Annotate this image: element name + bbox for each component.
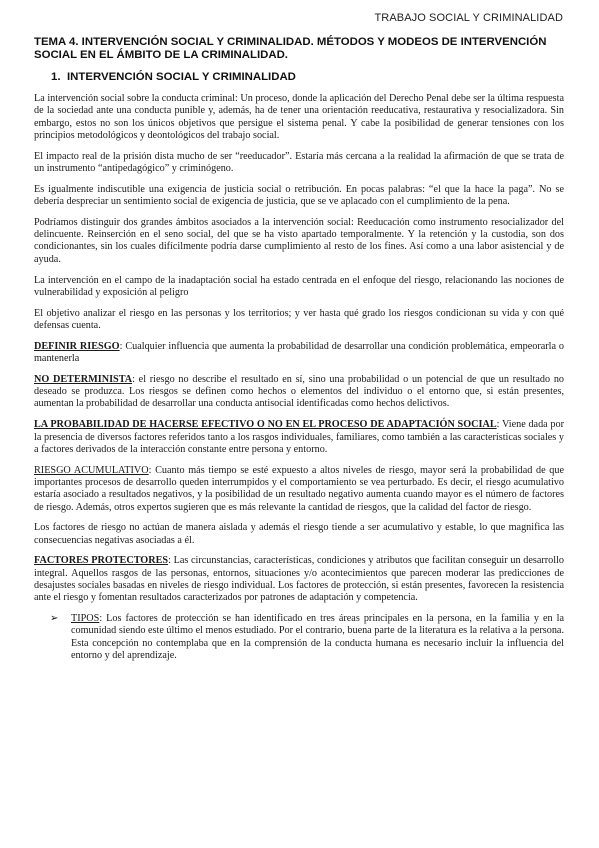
paragraph-no-determinista — [34, 374, 564, 411]
paragraph-probabilidad — [34, 419, 564, 456]
paragraph-ambitos: Podríamos distinguir dos grandes ámbitos asociados a la intervención social: Reeducación como instrumento resocializador del delincuente. Reinserción en el seno social, del que se ha visto apartado temporalmente. Y la retención y la custodia, son dos condicionantes, sin los cuales difícilmente podría darse cumplimiento al resto de los fines. Así como a una labor asistencial y de ayuda. — [34, 216, 564, 265]
paragraph-riesgo-acumulativo — [34, 465, 564, 514]
term-probabilidad: LA PROBABILIDAD DE HACERSE EFECTIVO O NO EN EL PROCESO DE ADAPTACIÓN SOCIAL — [34, 419, 497, 431]
definition-text: : Cualquier influencia que aumenta la probabilidad de desarrollar una condición problemática, empeorarla o mantenerla — [34, 340, 564, 365]
bullet-tipos — [50, 613, 564, 662]
paragraph-enfoque-riesgo: La intervención en el campo de la inadaptación social ha estado centrada en el enfoque del riesgo, relacionando las nociones de vulnerabilidad y exposición al peligro — [34, 274, 564, 298]
bullet-text — [71, 613, 564, 662]
chapter-title: TEMA 4. INTERVENCIÓN SOCIAL Y CRIMINALIDAD. MÉTODOS Y MODEOS DE INTERVENCIÓN SOCIAL EN EL ÁMBITO DE LA CRIMINALIDAD. — [34, 36, 547, 61]
page-content — [34, 36, 564, 662]
paragraph-factores-aislados: Los factores de riesgo no actúan de manera aislada y además el riesgo tiende a ser acumulativo y estable, lo que magnifica las consecuencias negativas asociadas a él. — [34, 522, 564, 546]
paragraph-justicia-social: Es igualmente indiscutible una exigencia de justicia social o retribución. En pocas palabras: “el que la hace la paga”. No se debería despreciar un sentimiento social de exigencia de justicia, que se ve aplacado con el cumplimiento de la pena. — [34, 183, 564, 208]
arrow-bullet-icon: ➢ — [50, 613, 59, 625]
term-riesgo-acumulativo: RIESGO ACUMULATIVO — [34, 464, 149, 476]
definition-text: : el riesgo no describe el resultado en sí, sino una probabilidad o un potencial de que un resultado no deseado se produzca. Los riesgos se definen como hechos o elementos del individuo o el entorno que, si están presentes, aumentan la probabilidad de desarrollar una conducta antisocial identificadas como hechos delictivos. — [34, 373, 565, 410]
term-definir-riesgo: DEFINIR RIESGO — [34, 340, 120, 352]
definition-text: : Cuanto más tiempo se esté expuesto a altos niveles de riesgo, mayor será la probabilidad de que importantes procesos de desarrollo queden interrumpidos y el comportamiento se vea perturbado. Es decir, el riesgo acumulativo estaría asociado a resultados negativos, y la posibilidad de un resultado negativo aumenta cuando mayor es el número de factores de riesgo. Además, otros expertos sugieren que es más relevante la cantidad de riesgos, que la calidad del factor de riesgo. — [34, 464, 564, 513]
paragraph-impacto-prision: El impacto real de la prisión dista mucho de ser “reeducador”. Estaría más cercana a la realidad la afirmación de que se trata de un instrumento “antipedagógico” y criminógeno. — [34, 150, 564, 174]
section-title: INTERVENCIÓN SOCIAL Y CRIMINALIDAD — [67, 71, 296, 83]
definition-text: : Viene dada por la presencia de diversos factores referidos tanto a los rasgos individuales, familiares, como también a las características sociales y a factores derivados de la interacción constante entre persona y entorno. — [34, 419, 564, 455]
running-header: TRABAJO SOCIAL Y CRIMINALIDAD — [374, 12, 563, 24]
section-heading — [51, 71, 564, 84]
term-no-determinista: NO DETERMINISTA — [34, 373, 133, 385]
term-factores-protectores: FACTORES PROTECTORES — [34, 555, 169, 567]
section-number: 1. — [51, 71, 61, 83]
paragraph-factores-protectores — [34, 555, 564, 604]
term-tipos: TIPOS — [71, 613, 100, 625]
definition-text: : Los factores de protección se han identificado en tres áreas principales en la persona, en la familia y en la comunidad siendo este último el menos estudiado. Por el contrario, buena parte de la literatura es la relativa a la persona. Esta concepción no contemplaba que en la comprensión de la conducta humana es necesario incluir la influencia del entorno y del aprendizaje. — [71, 613, 564, 661]
paragraph-objetivo: El objetivo analizar el riesgo en las personas y los territorios; y ver hasta qué grado los riesgos condicionan su vida y con qué defensas cuenta. — [34, 307, 564, 331]
definition-text: : Las circunstancias, características, condiciones y atributos que facilitan conseguir un desarrollo integral. Aquellos rasgos de las personas, entornos, situaciones y/o acontecimientos que parecen moderar las predicciones de desajustes sociales basadas en niveles de riesgo individual. Los factores de protección, si están presentes, favorecen la resistencia ante el riesgo y fomentan resultados caracterizados por patrones de adaptación y competencia. — [34, 555, 564, 604]
paragraph-intervencion: La intervención social sobre la conducta criminal: Un proceso, donde la aplicación del Derecho Penal debe ser la última respuesta de la sociedad ante una conducta punible y, además, ha de tener una orientación reeducativa, restaurativa y resocializadora. Sin embargo, estos no son los únicos objetivos que persigue el sistema penal. Y cabe la posibilidad de generar tensiones con los principios metodológicos y deontológicos del trabajo social. — [34, 93, 564, 141]
paragraph-definir-riesgo — [34, 341, 564, 366]
